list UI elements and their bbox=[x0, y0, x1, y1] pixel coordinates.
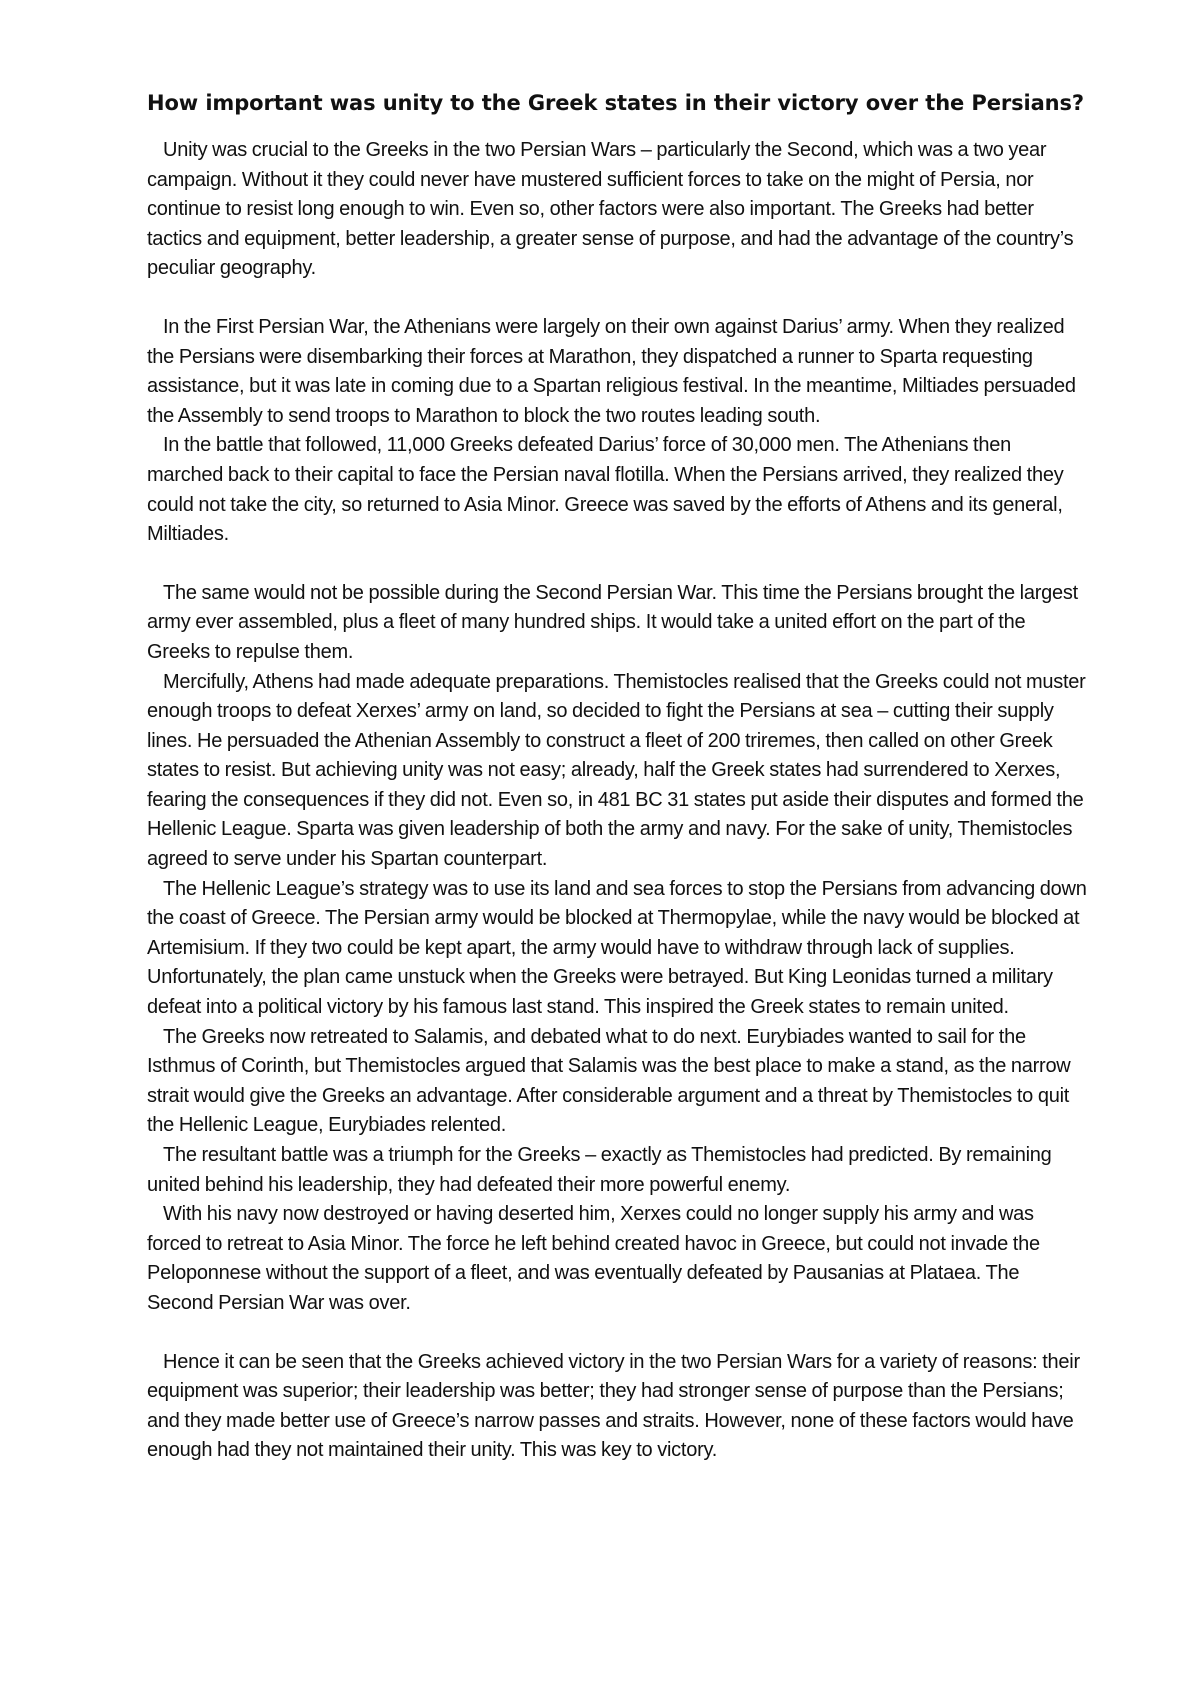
paragraph: The same would not be possible during the Second Persian War. This time the Persians brought the largest army ever assembled, plus a fleet of many hundred ships. It would take a united effort on the part of the Greeks to repulse them. bbox=[147, 581, 1078, 663]
paragraph: The resultant battle was a triumph for the Greeks – exactly as Themistocles had predicted. By remaining united behind his leadership, they had defeated their more powerful enemy. bbox=[147, 1144, 1052, 1196]
document-page bbox=[147, 88, 1087, 1495]
paragraph: Unity was crucial to the Greeks in the two Persian Wars – particularly the Second, which was a two year campaign. Without it they could never have mustered sufficient forces to take on the might of Persia, nor continue to resist long enough to win. Even so, other factors were also important. The Greeks had better tactics and equipment, better leadership, a greater sense of purpose, and had the advantage of the country’s peculiar geography. bbox=[147, 139, 1074, 280]
paragraph: The Greeks now retreated to Salamis, and debated what to do next. Eurybiades wanted to sail for the Isthmus of Corinth, but Themistocles argued that Salamis was the best place to make a stand, as the narrow strait would give the Greeks an advantage. After considerable argument and a threat by Themistocles to quit the Hellenic League, Eurybiades relented. bbox=[147, 1025, 1071, 1137]
paragraph: In the First Persian War, the Athenians were largely on their own against Darius’ army. When they realized the Persians were disembarking their forces at Marathon, they dispatched a runner to Sparta requesting assistance, but it was late in coming due to a Spartan religious festival. In the meantime, Miltiades persuaded the Assembly to send troops to Marathon to block the two routes leading south. bbox=[147, 315, 1076, 427]
paragraph: With his navy now destroyed or having deserted him, Xerxes could no longer supply his army and was forced to retreat to Asia Minor. The force he left behind created havoc in Greece, but could not invade the Peloponnese without the support of a fleet, and was eventually defeated by Pausanias at Plataea. The Second Persian War was over. bbox=[147, 1203, 1040, 1314]
section-conclusion bbox=[147, 1348, 1087, 1466]
paragraph: Mercifully, Athens had made adequate preparations. Themistocles realised that the Greeks could not muster enough troops to defeat Xerxes’ army on land, so decided to fight the Persians at sea – cutting their supply lines. He persuaded the Athenian Assembly to construct a fleet of 200 triremes, then called on other Greek states to resist. But achieving unity was not easy; already, half the Greek states had surrendered to Xerxes, fearing the consequences if they did not. Even so, in 481 BC 31 states put aside their disputes and formed the Hellenic League. Sparta was given leadership of both the army and navy. For the sake of unity, Themistocles agreed to serve under his Spartan counterpart. bbox=[147, 670, 1086, 871]
essay-title: How important was unity to the Greek states in their victory over the Persians? bbox=[147, 91, 1084, 115]
section-first-persian-war bbox=[147, 313, 1087, 550]
section-second-persian-war bbox=[147, 579, 1087, 1319]
paragraph: In the battle that followed, 11,000 Greeks defeated Darius’ force of 30,000 men. The Athenians then marched back to their capital to face the Persian naval flotilla. When the Persians arrived, they realized they could not take the city, so returned to Asia Minor. Greece was saved by the efforts of Athens and its general, Miltiades. bbox=[147, 434, 1064, 546]
paragraph: The Hellenic League’s strategy was to use its land and sea forces to stop the Persians from advancing down the coast of Greece. The Persian army would be blocked at Thermopylae, while the navy would be blocked at Artemisium. If they two could be kept apart, the army would have to withdraw through lack of supplies. Unfortunately, the plan came unstuck when the Greeks were betrayed. But King Leonidas turned a military defeat into a political victory by his famous last stand. This inspired the Greek states to remain united. bbox=[147, 877, 1087, 1019]
paragraph: Hence it can be seen that the Greeks achieved victory in the two Persian Wars for a variety of reasons: their equipment was superior; their leadership was better; they had stronger sense of purpose than the Persians; and they made better use of Greece’s narrow passes and straits. However, none of these factors would have enough had they not maintained their unity. This was key to victory. bbox=[147, 1350, 1080, 1462]
section-introduction bbox=[147, 136, 1087, 284]
